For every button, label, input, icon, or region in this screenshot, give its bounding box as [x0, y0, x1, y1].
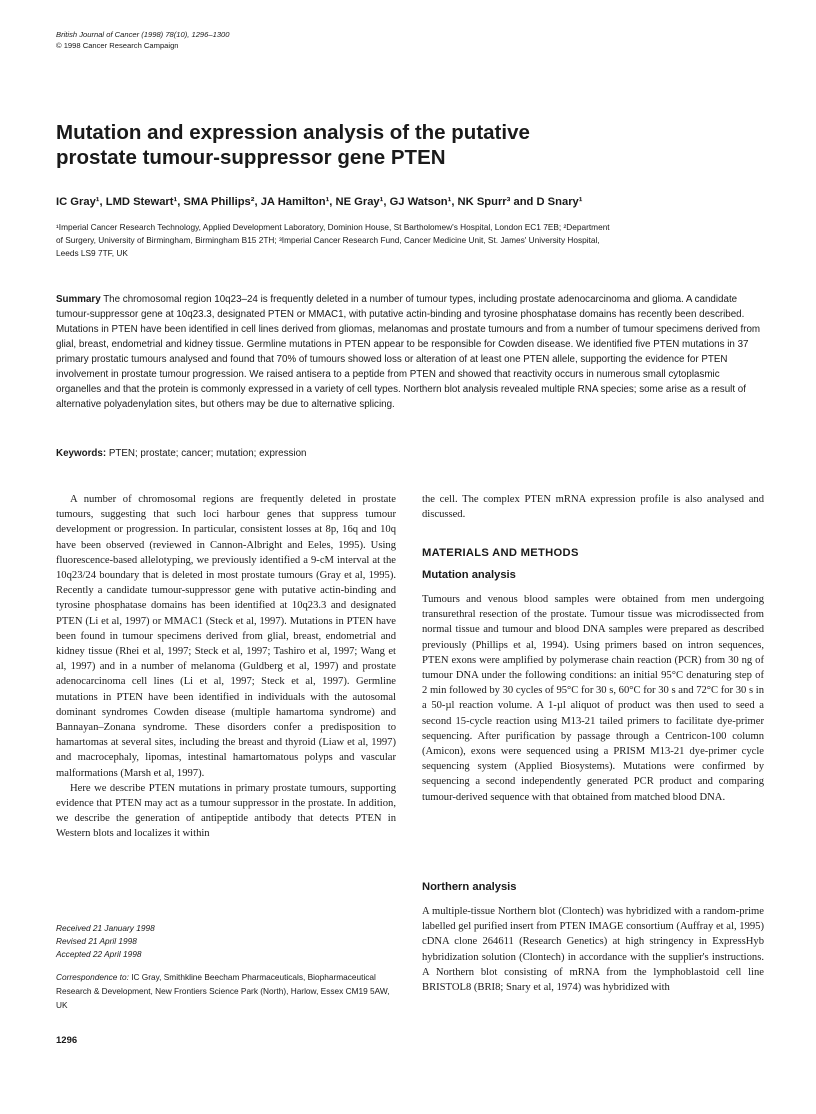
right-column-continuation	[422, 492, 764, 522]
affiliation-line: Leeds LS9 7TF, UK	[56, 248, 128, 258]
correspondence	[56, 970, 396, 1012]
left-column	[56, 492, 396, 842]
keywords-label: Keywords:	[56, 448, 107, 459]
affiliation-line: ¹Imperial Cancer Research Technology, Applied Development Laboratory, Dominion House, St Bartholomew's Hospital, London EC1 7EB; ²Department	[56, 222, 610, 232]
affiliation-line: of Surgery, University of Birmingham, Birmingham B15 2TH; ³Imperial Cancer Research Fund, Cancer Medicine Unit, St. James' University Hospital,	[56, 235, 600, 245]
intro-paragraph-1: A number of chromosomal regions are frequently deleted in prostate tumours, suggesting that such loci harbour genes that suppress tumour development or progression. In particular, consistent losses at 8p, 16q and 10q have been observed (reviewed in Cannon-Albright and Eeles, 1995). Using fluorescence-based allelotyping, we previously identified a 9-cM interval at the 10q23/24 boundary that is deleted in most prostate tumours (Gray et al, 1995). Recently a candidate tumour-suppressor gene with putative actin-binding and tyrosine phosphatase domains has been identified at 10q23.3 and designated PTEN (Li et al, 1997) or MMAC1 (Steck et al, 1997). Mutations in PTEN have been found in tumour specimens derived from glial, breast, endometrial and kidney tissue (Rhei et al, 1997; Steck et al, 1997; Tashiro et al, 1997; Wang et al, 1997) and in a number of melanoma (Guldberg et al, 1997) and prostate adenocarcinoma cell lines (Li et al, 1997; Steck et al, 1997). Germline mutations in PTEN have been identified in individuals with the autosomal dominant syndromes Cowden disease (multiple hamartoma syndrome) and Bannayan–Zonana syndrome. These disorders confer a predisposition to hamartomas at several sites, including the breast and thyroid (Liaw et al, 1997) and macrocephaly, lipomas, intestinal hamartomatous polyps and vascular malformations (Marsh et al, 1997).	[56, 494, 396, 779]
affiliations	[56, 221, 776, 260]
keywords-text: PTEN; prostate; cancer; mutation; expression	[108, 448, 307, 459]
section-heading: MATERIALS AND METHODS	[422, 547, 579, 559]
mutation-analysis-text	[422, 592, 764, 805]
keywords	[56, 447, 766, 461]
subsection-heading-mutation: Mutation analysis	[422, 569, 516, 581]
summary-text: The chromosomal region 10q23–24 is frequently deleted in a number of tumour types, including prostate adenocarcinoma and glioma. A candidate tumour-suppressor gene at 10q23.3, designated PTEN or MMAC1, with putative actin-binding and tyrosine phosphatase domains has recently been described. Mutations in PTEN have been identified in cell lines derived from gliomas, melanomas and prostate tumours and from a number of tumour specimens derived from glial, breast, endometrial and kidney tissue. Germline mutations in PTEN appear to be responsible for Cowden disease. We identified five PTEN mutations in 37 primary prostatic tumours analysed and found that 70% of tumours showed loss or alteration of at least one PTEN allele, supporting the evidence for PTEN involvement in prostate tumour progression. We raised antisera to a peptide from PTEN and showed that reactivity occurs in numerous small cytoplasmic organelles and that the protein is commonly expressed in a variety of cell types. Northern blot analysis revealed multiple RNA species; some arise as a result of alternative polyadenylation sites, but others may be due to alternative splicing.	[56, 294, 761, 410]
copyright-line: © 1998 Cancer Research Campaign	[56, 41, 179, 50]
mutation-paragraph: Tumours and venous blood samples were obtained from men undergoing transurethral resection of the prostate. Tumour tissue was microdissected from normal tissue and tumour and blood DNA samples were prepared as described previously (Phillips et al, 1994). Using primers based on intron sequences, PTEN exons were amplified by polymerase chain reaction (PCR) from 30 ng of tumour DNA under the following conditions: an initial 95°C denaturing step of 2 min followed by 30 cycles of 95°C for 30 s, 60°C for 30 s and 72°C for 30 s in a 50-µl reaction volume. A 1-µl aliquot of product was then used to seed a second 15-cycle reaction using M13-21 tailed primers to facilitate dye-primer sequencing. After purification by passage through a Centricon-100 column (Amicon), exons were sequenced using a PRISM M13-21 dye-primer cycle sequencing system (Applied Biosystems). Mutations were confirmed by sequencing a second independently generated PCR product and comparing tumour-derived sequence with that obtained from matched blood DNA.	[422, 594, 764, 803]
northern-analysis-text	[422, 904, 764, 995]
journal-citation: British Journal of Cancer (1998) 78(10), 1296–1300	[56, 30, 230, 39]
article-title	[56, 120, 776, 170]
subsection-heading-northern: Northern analysis	[422, 881, 517, 893]
title-line-1: Mutation and expression analysis of the putative	[56, 121, 530, 144]
correspondence-text: IC Gray, Smithkline Beecham Pharmaceuticals, Biopharmaceutical Research & Development, New Frontiers Science Park (North), Harlow, Essex CM19 5AW, UK	[56, 972, 390, 1010]
northern-paragraph: A multiple-tissue Northern blot (Clontech) was hybridized with a random-prime labelled gel purified insert from PTEN IMAGE consortium (Auffray et al, 1995) cDNA clone 264611 (Research Genetics) at high stringency in ExpressHyb hybridization solution (Clontech) in accordance with the supplier's instructions. A Northern blot consisting of mRNA from the lymphoblastoid cell line BRISTOL8 (BRI8; Snary et al, 1974) was hybridized with	[422, 906, 764, 994]
author-list: IC Gray¹, LMD Stewart¹, SMA Phillips², JA Hamilton¹, NE Gray¹, GJ Watson¹, NK Spurr³ and D Snary¹	[56, 196, 583, 208]
continuation-paragraph: the cell. The complex PTEN mRNA expression profile is also analysed and discussed.	[422, 494, 764, 521]
correspondence-label: Correspondence to:	[56, 972, 129, 982]
page-number: 1296	[56, 1035, 78, 1046]
summary-label: Summary	[56, 294, 101, 305]
received-date: Received 21 January 1998	[56, 923, 155, 933]
article-dates	[56, 922, 155, 961]
revised-date: Revised 21 April 1998	[56, 936, 137, 946]
title-line-2: prostate tumour-suppressor gene PTEN	[56, 146, 446, 169]
intro-paragraph-2: Here we describe PTEN mutations in primary prostate tumours, supporting evidence that PTEN may act as a tumour suppressor in the prostate. In addition, we describe the generation of antipeptide antibody that detects PTEN in Western blots and localizes it within	[56, 782, 396, 840]
abstract	[56, 292, 766, 412]
accepted-date: Accepted 22 April 1998	[56, 949, 142, 959]
